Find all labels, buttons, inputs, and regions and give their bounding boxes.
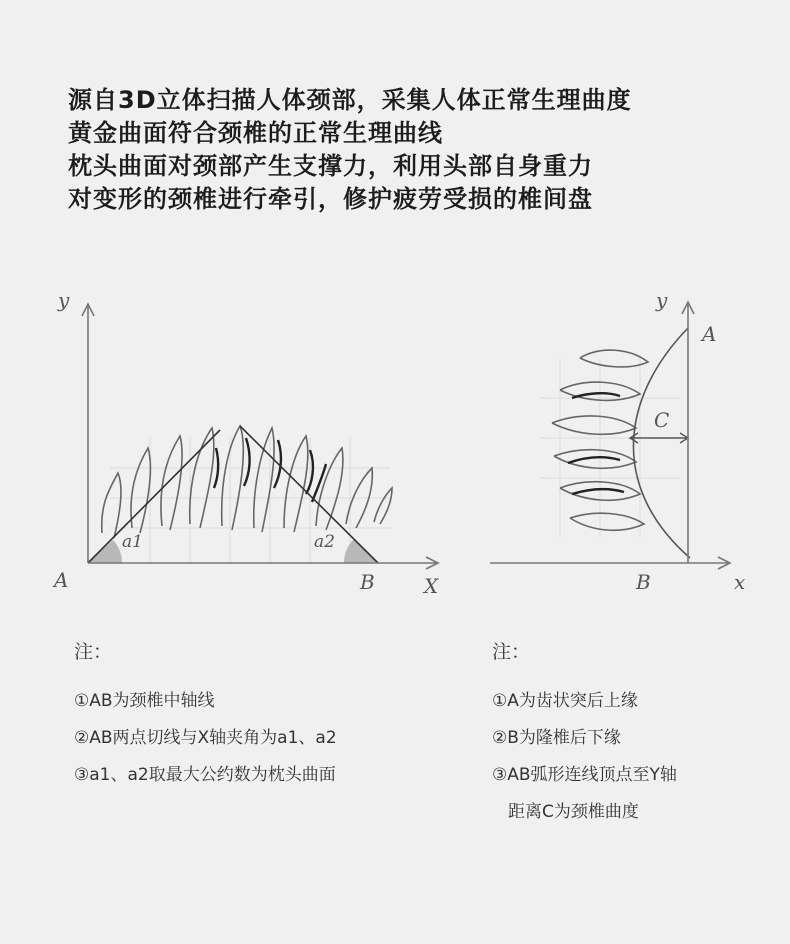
distance-c-label: C [654, 408, 670, 432]
point-b-label: B [636, 570, 651, 594]
sketch-grid [540, 358, 680, 538]
headline [68, 84, 632, 216]
angle-a1-fill [88, 540, 122, 563]
notes-right [492, 634, 677, 831]
y-axis-label: y [656, 288, 668, 312]
curvature-distance-diagram [480, 288, 770, 608]
x-axis-label: x [734, 570, 746, 594]
headline-line: 黄金曲面符合颈椎的正常生理曲线 [68, 119, 443, 147]
notes-left [74, 634, 337, 794]
angle-a2-fill [344, 539, 378, 563]
note-item: ②B为隆椎后下缘 [492, 728, 621, 748]
headline-line: 源自3D立体扫描人体颈部，采集人体正常生理曲度 [68, 86, 632, 114]
distance-diagram-svg [480, 288, 770, 608]
notes-title: 注： [492, 641, 531, 663]
tangent-line-b [240, 426, 378, 563]
x-axis-label: X [424, 574, 439, 598]
note-item: ③AB弧形连线顶点至Y轴 [492, 765, 677, 785]
tangent-line-a [88, 430, 220, 563]
note-item: 距离C为颈椎曲度 [508, 802, 639, 822]
headline-line: 对变形的颈椎进行牵引，修护疲劳受损的椎间盘 [68, 185, 593, 213]
y-axis-label: y [58, 288, 70, 312]
angle-a2-label: a2 [314, 532, 335, 552]
note-item: ②AB两点切线与X轴夹角为a1、a2 [74, 728, 337, 748]
note-item: ③a1、a2取最大公约数为枕头曲面 [74, 765, 336, 785]
point-a-label: A [54, 568, 69, 592]
spine-shadow-strokes [568, 393, 624, 494]
point-b-label: B [360, 570, 375, 594]
notes-title: 注： [74, 641, 113, 663]
point-a-label: A [702, 322, 717, 346]
angle-diagram-svg [40, 288, 460, 608]
angle-a1-label: a1 [122, 532, 143, 552]
note-item: ①A为齿状突后上缘 [492, 691, 638, 711]
headline-line: 枕头曲面对颈部产生支撑力，利用头部自身重力 [68, 152, 593, 180]
curvature-angle-diagram [40, 288, 460, 608]
note-item: ①AB为颈椎中轴线 [74, 691, 215, 711]
